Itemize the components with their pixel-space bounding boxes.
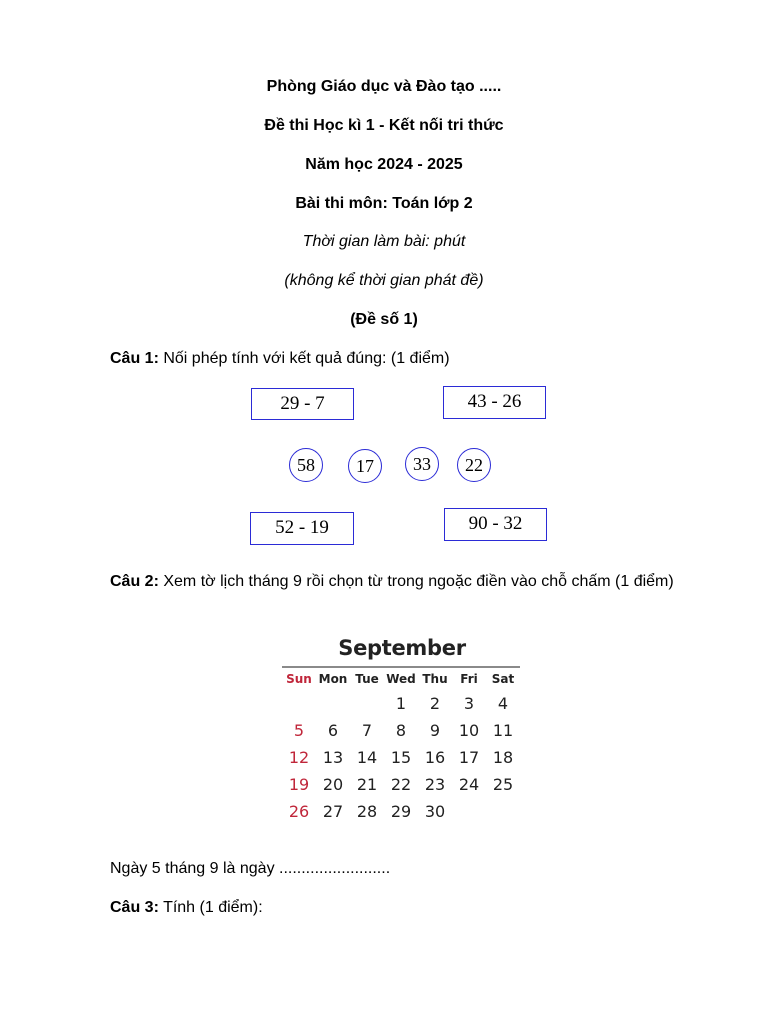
- calendar-day: 27: [322, 802, 344, 821]
- question-2-fill-line: Ngày 5 tháng 9 là ngày .........................: [110, 860, 391, 877]
- calendar-day: 20: [322, 775, 344, 794]
- time-note: (không kể thời gian phát đề): [284, 272, 484, 289]
- result-circle[interactable]: 33: [405, 447, 439, 481]
- calendar-day: 22: [390, 775, 412, 794]
- calendar-day: 6: [327, 721, 339, 740]
- question-1: [110, 347, 692, 371]
- exam-number: (Đề số 1): [350, 311, 418, 328]
- calendar-day: 3: [463, 694, 475, 713]
- calendar-day: 18: [492, 748, 514, 767]
- calendar-day: 2: [429, 694, 441, 713]
- calendar-day: 21: [356, 775, 378, 794]
- exam-title: Đề thi Học kì 1 - Kết nối tri thức: [264, 117, 504, 134]
- calendar-day: 19: [288, 775, 310, 794]
- calendar-day: 8: [395, 721, 407, 740]
- calendar-day: 15: [390, 748, 412, 767]
- calendar-weekday-header: Thu: [422, 672, 448, 686]
- calendar-day: 4: [497, 694, 509, 713]
- calendar-day: 11: [492, 721, 514, 740]
- calendar-day: 30: [424, 802, 446, 821]
- calendar-day: 23: [424, 775, 446, 794]
- calendar-weekday-header: Sun: [286, 672, 312, 686]
- calendar-weekday-header: Wed: [386, 672, 416, 686]
- calendar-weekday-header: Sat: [491, 672, 515, 686]
- school-year: Năm học 2024 - 2025: [305, 156, 463, 173]
- result-circle[interactable]: 58: [289, 448, 323, 482]
- expression-box[interactable]: 90 - 32: [444, 508, 547, 541]
- calendar-weekday-header: Fri: [460, 672, 478, 686]
- calendar-weekday-header: Tue: [355, 672, 379, 686]
- department-line: Phòng Giáo dục và Đào tạo .....: [266, 78, 502, 95]
- question-3-label: Câu 3:: [110, 899, 159, 916]
- question-2-label: Câu 2:: [110, 573, 159, 590]
- question-1-label: Câu 1:: [110, 350, 159, 367]
- calendar-day: 17: [458, 748, 480, 767]
- calendar-divider: [282, 666, 520, 668]
- calendar-day: 5: [293, 721, 305, 740]
- time-line: Thời gian làm bài: phút: [302, 233, 466, 250]
- expression-box[interactable]: 29 - 7: [251, 388, 354, 420]
- subject-line: Bài thi môn: Toán lớp 2: [295, 195, 473, 212]
- calendar-day: 12: [288, 748, 310, 767]
- calendar-day: 7: [361, 721, 373, 740]
- expression-box[interactable]: 52 - 19: [250, 512, 354, 545]
- calendar-day: 25: [492, 775, 514, 794]
- calendar-weekday-header: Mon: [318, 672, 348, 686]
- calendar-day: 14: [356, 748, 378, 767]
- question-2: [110, 570, 692, 594]
- calendar-day: 29: [390, 802, 412, 821]
- calendar-day: 13: [322, 748, 344, 767]
- expression-box[interactable]: 43 - 26: [443, 386, 546, 419]
- calendar-day: 1: [395, 694, 407, 713]
- calendar-day: 10: [458, 721, 480, 740]
- september-calendar: [280, 632, 524, 832]
- calendar-day: 28: [356, 802, 378, 821]
- calendar-day: 24: [458, 775, 480, 794]
- question-1-text: Nối phép tính với kết quả đúng: (1 điểm): [158, 350, 450, 367]
- calendar-month-title: September: [338, 636, 466, 660]
- calendar-day: 9: [429, 721, 441, 740]
- result-circle[interactable]: 17: [348, 449, 382, 483]
- calendar-day: 16: [424, 748, 446, 767]
- question-3-text: Tính (1 điểm):: [158, 899, 263, 916]
- question-2-text: Xem tờ lịch tháng 9 rồi chọn từ trong ngoặc điền vào chỗ chấm (1 điểm): [158, 573, 674, 590]
- result-circle[interactable]: 22: [457, 448, 491, 482]
- question-3: [110, 896, 692, 920]
- calendar-day: 26: [288, 802, 310, 821]
